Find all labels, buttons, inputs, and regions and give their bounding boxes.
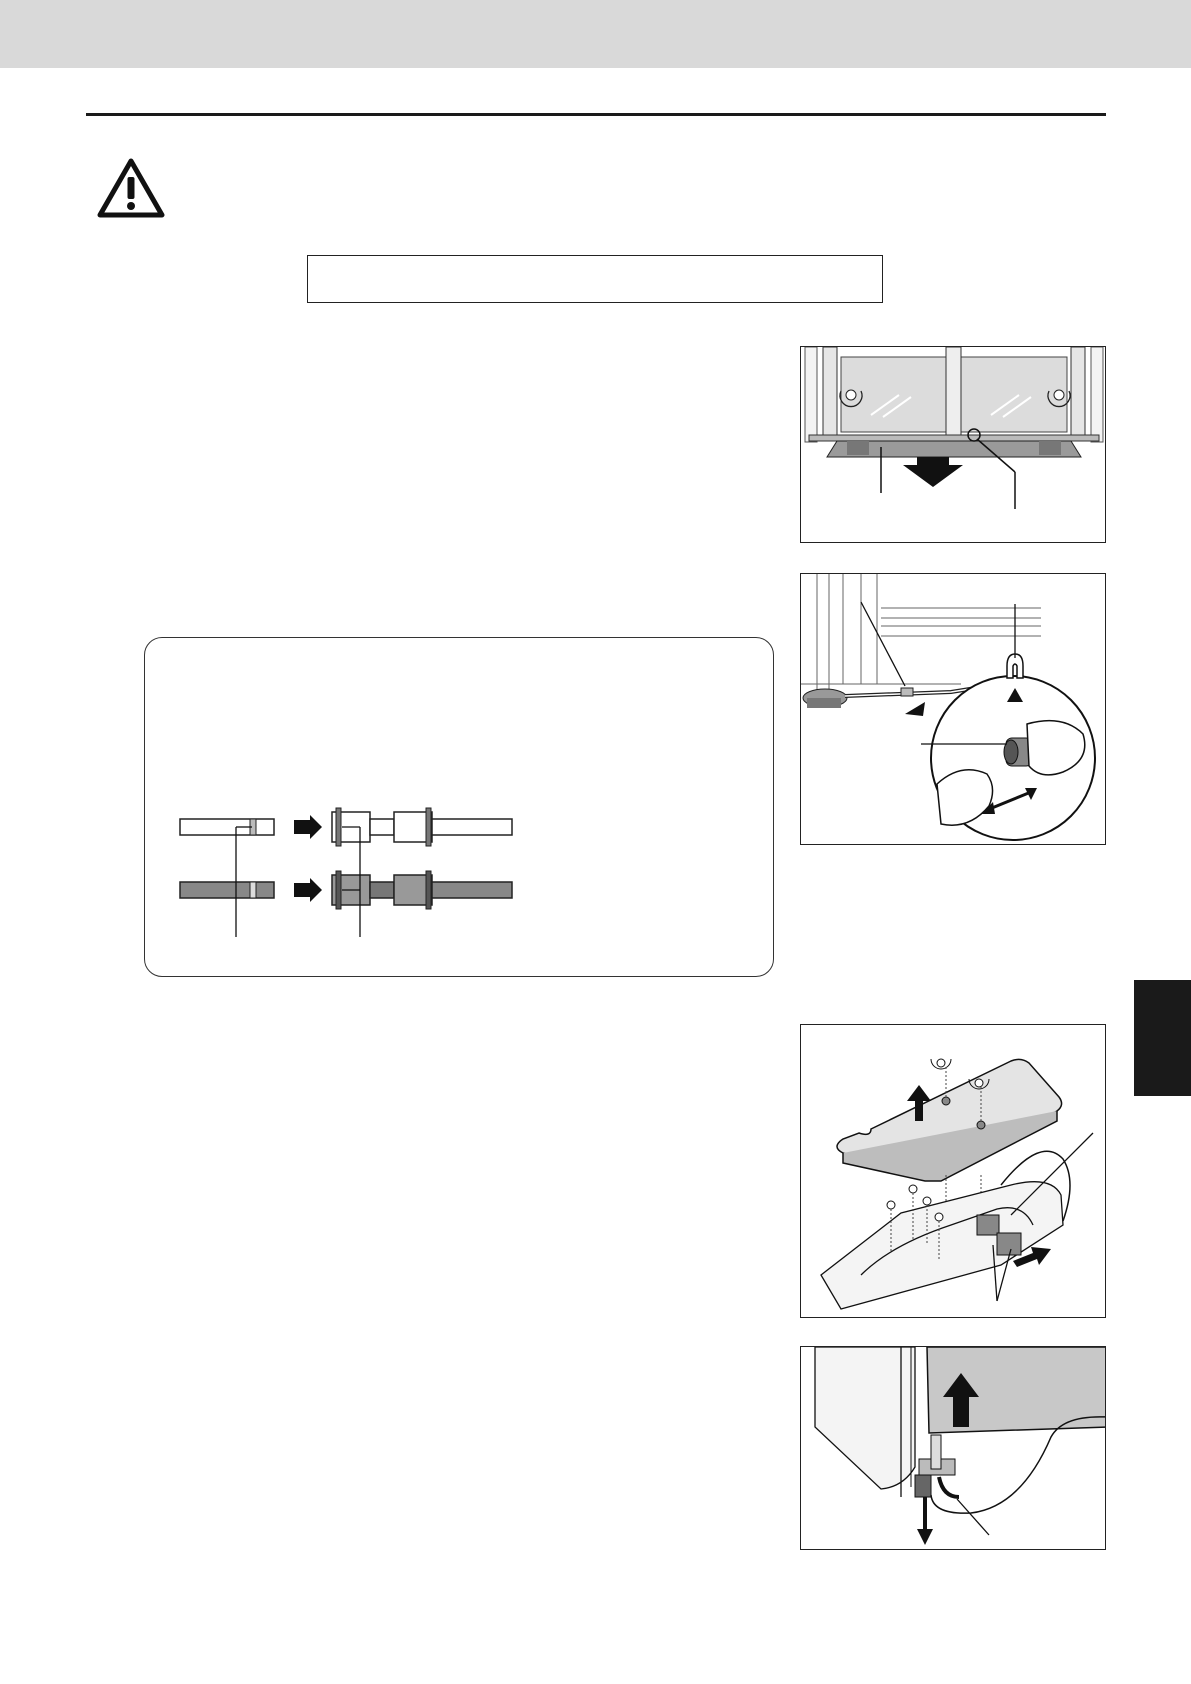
figure-hinge-cover-screws — [800, 1024, 1106, 1318]
figure-water-tube-clip — [800, 573, 1106, 845]
chapter-side-tab — [1134, 980, 1191, 1096]
notice-box — [307, 255, 883, 303]
warning-triangle-icon — [96, 157, 166, 219]
header-band — [0, 0, 1191, 68]
header-rule — [86, 113, 1106, 116]
figure-door-bottom-cover — [800, 346, 1106, 543]
figure-door-lift-tube — [800, 1346, 1106, 1550]
tube-insertion-diagram — [176, 802, 516, 942]
